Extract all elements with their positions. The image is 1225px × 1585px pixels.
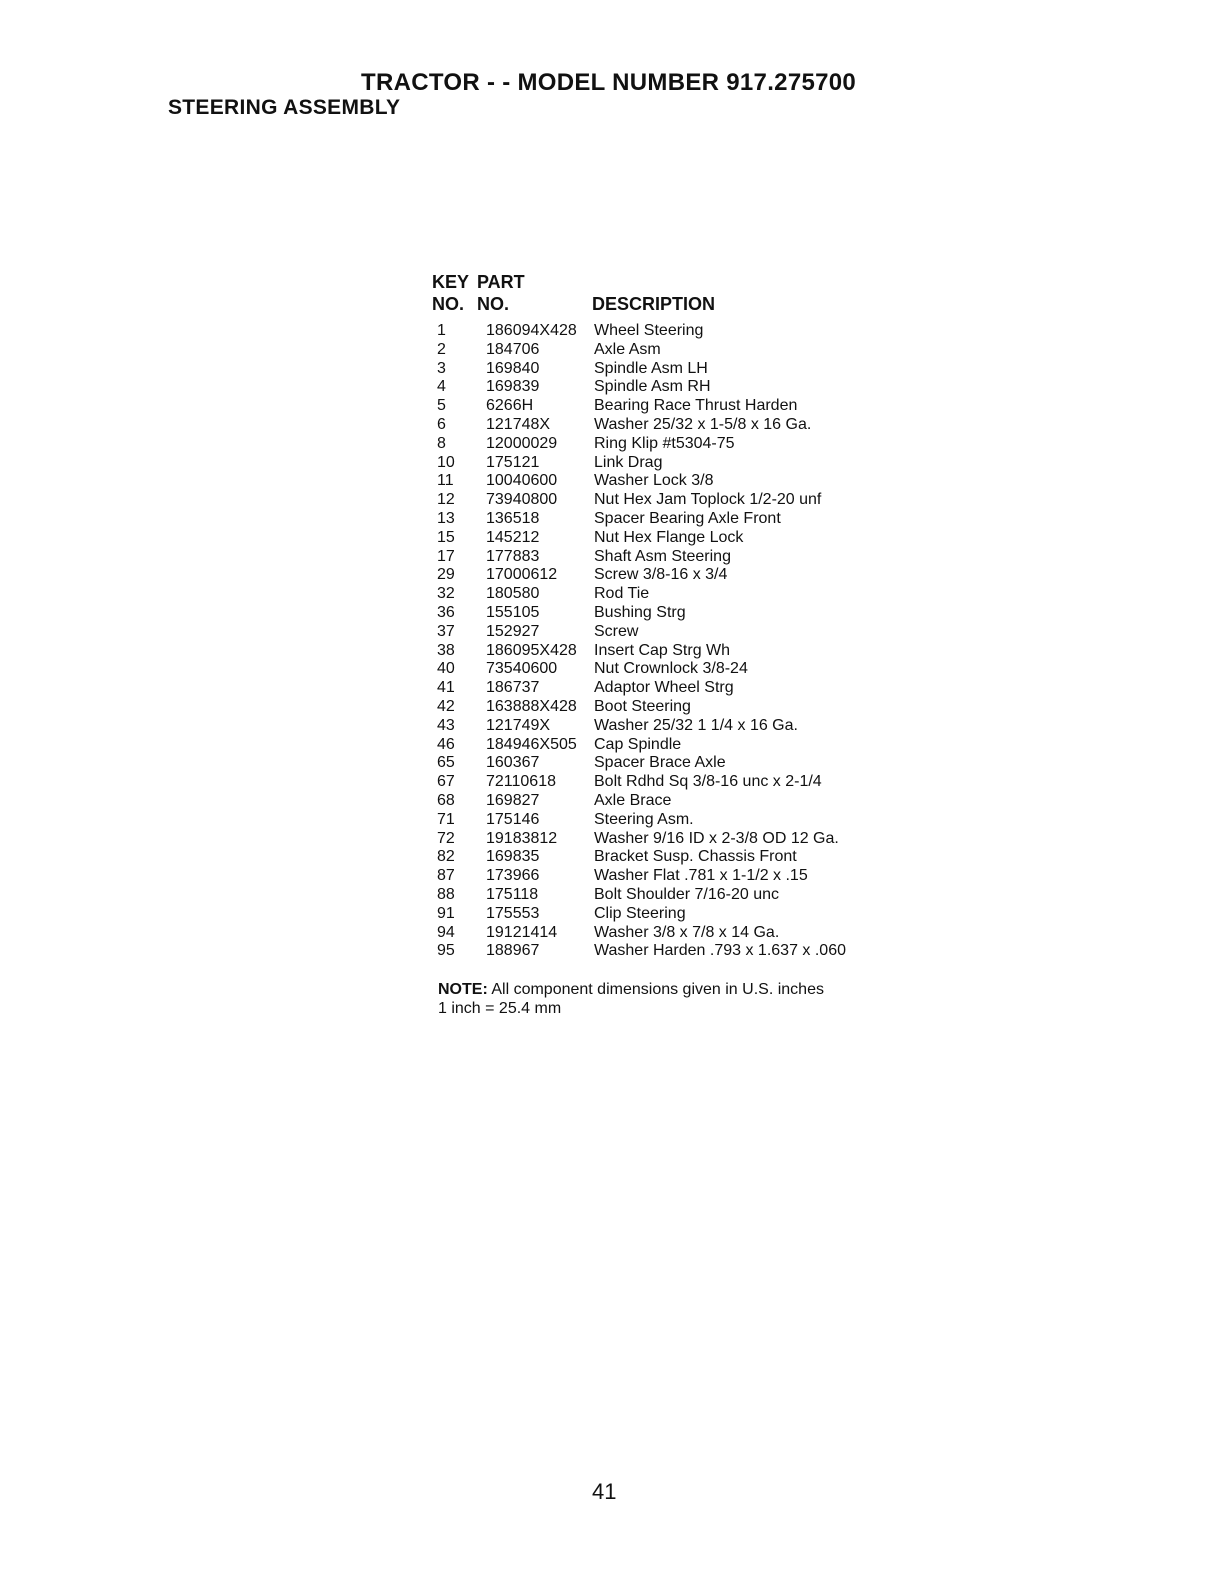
part-description: Spindle Asm RH xyxy=(594,378,711,396)
section-title: STEERING ASSEMBLY xyxy=(168,96,401,119)
key-number: 17 xyxy=(437,547,455,565)
part-description: Screw 3/8-16 x 3/4 xyxy=(594,566,728,584)
part-number: 73940800 xyxy=(486,491,558,509)
key-number: 43 xyxy=(437,716,455,734)
part-description: Washer 25/32 x 1-5/8 x 16 Ga. xyxy=(594,415,812,433)
part-number: 73540600 xyxy=(486,660,558,678)
part-description: Bushing Strg xyxy=(594,603,686,621)
part-number: 184946X505 xyxy=(486,735,577,753)
part-description: Washer 3/8 x 7/8 x 14 Ga. xyxy=(594,923,780,941)
key-number: 95 xyxy=(437,942,455,960)
part-description: Washer Flat .781 x 1-1/2 x .15 xyxy=(594,867,808,885)
key-number: 32 xyxy=(437,585,455,603)
key-number: 36 xyxy=(437,603,455,621)
key-number: 38 xyxy=(437,641,455,659)
part-description: Axle Brace xyxy=(594,791,672,809)
key-number: 37 xyxy=(437,622,455,640)
part-description: Washer Harden .793 x 1.637 x .060 xyxy=(594,942,846,960)
part-description: Bracket Susp. Chassis Front xyxy=(594,848,797,866)
part-description: Screw xyxy=(594,622,639,640)
part-number: 186094X428 xyxy=(486,322,577,339)
key-number: 71 xyxy=(437,810,455,828)
part-number: 121749X xyxy=(486,716,551,734)
part-number: 17000612 xyxy=(486,566,558,584)
key-number: 67 xyxy=(437,773,455,791)
part-description: Steering Asm. xyxy=(594,810,694,828)
part-number: 175118 xyxy=(486,885,539,903)
key-number: 87 xyxy=(437,867,455,885)
key-number: 2 xyxy=(437,340,446,358)
key-number: 72 xyxy=(437,829,455,847)
part-number: 169827 xyxy=(486,791,540,809)
part-description: Washer 25/32 1 1/4 x 16 Ga. xyxy=(594,716,798,734)
part-number: 136518 xyxy=(486,509,540,527)
part-description: Boot Steering xyxy=(594,697,691,715)
part-number: 12000029 xyxy=(486,434,558,452)
part-description: Spacer Brace Axle xyxy=(594,754,726,772)
note-text: All component dimensions given in U.S. inches xyxy=(487,981,824,998)
part-description: Spindle Asm LH xyxy=(594,359,708,377)
key-number: 91 xyxy=(437,904,455,922)
page-number: 41 xyxy=(592,1479,617,1504)
part-description: Cap Spindle xyxy=(594,735,682,753)
key-number: 11 xyxy=(437,472,454,490)
part-number: 160367 xyxy=(486,754,540,772)
key-number: 65 xyxy=(437,754,455,772)
key-number: 68 xyxy=(437,791,455,809)
key-number: 3 xyxy=(437,359,446,377)
part-description: Bearing Race Thrust Harden xyxy=(594,397,798,415)
part-number: 175146 xyxy=(486,810,540,828)
part-number: 169839 xyxy=(486,378,540,396)
part-number: 163888X428 xyxy=(486,697,577,715)
key-number: 15 xyxy=(437,528,455,546)
key-number: 4 xyxy=(437,378,446,396)
part-description: Rod Tie xyxy=(594,585,650,603)
part-number: 169835 xyxy=(486,848,540,866)
part-number: 186095X428 xyxy=(486,641,577,659)
key-header-line2: NO. xyxy=(432,294,465,314)
part-description: Clip Steering xyxy=(594,904,686,922)
part-description: Adaptor Wheel Strg xyxy=(594,679,734,697)
part-number: 72110618 xyxy=(486,773,556,791)
part-number: 188967 xyxy=(486,942,540,960)
part-description: Bolt Shoulder 7/16-20 unc xyxy=(594,885,780,903)
part-description: Nut Hex Flange Lock xyxy=(594,528,744,546)
part-number: 152927 xyxy=(486,622,540,640)
part-description: Washer 9/16 ID x 2-3/8 OD 12 Ga. xyxy=(594,829,839,847)
part-description: Washer Lock 3/8 xyxy=(594,472,714,490)
part-description: Nut Hex Jam Toplock 1/2-20 unf xyxy=(594,491,822,509)
part-description: Link Drag xyxy=(594,453,663,471)
key-number: 42 xyxy=(437,697,455,715)
note-label: NOTE: xyxy=(438,981,488,998)
key-number: 12 xyxy=(437,491,455,509)
part-number: 173966 xyxy=(486,867,540,885)
part-description: Wheel Steering xyxy=(594,322,704,339)
part-number: 121748X xyxy=(486,415,551,433)
part-description: Nut Crownlock 3/8-24 xyxy=(594,660,748,678)
part-number: 186737 xyxy=(486,679,540,697)
key-number: 1 xyxy=(437,322,446,339)
key-number: 8 xyxy=(437,434,446,452)
part-number: 10040600 xyxy=(486,472,558,490)
description-header: DESCRIPTION xyxy=(592,294,716,314)
part-number: 180580 xyxy=(486,585,540,603)
part-description: Axle Asm xyxy=(594,340,661,358)
key-number: 10 xyxy=(437,453,455,471)
key-number: 29 xyxy=(437,566,455,584)
key-number: 94 xyxy=(437,923,455,941)
part-number: 155105 xyxy=(486,603,540,621)
key-number: 41 xyxy=(437,679,455,697)
part-number: 6266H xyxy=(486,397,534,415)
part-number: 177883 xyxy=(486,547,540,565)
key-number: 5 xyxy=(437,397,446,415)
part-description: Bolt Rdhd Sq 3/8-16 unc x 2-1/4 xyxy=(594,773,822,791)
key-number: 46 xyxy=(437,735,455,753)
part-header-line2: NO. xyxy=(477,294,510,314)
part-description: Ring Klip #t5304-75 xyxy=(594,434,735,452)
key-header-line1: KEY xyxy=(432,272,470,292)
part-number: 19121414 xyxy=(486,923,558,941)
part-number: 175553 xyxy=(486,904,540,922)
key-number: 88 xyxy=(437,885,455,903)
part-number: 175121 xyxy=(486,453,540,471)
key-number: 82 xyxy=(437,848,455,866)
part-header-line1: PART xyxy=(477,272,525,292)
part-description: Insert Cap Strg Wh xyxy=(594,641,731,659)
part-number: 169840 xyxy=(486,359,540,377)
key-number: 13 xyxy=(437,509,455,527)
part-number: 145212 xyxy=(486,528,540,546)
note-conversion: 1 inch = 25.4 mm xyxy=(438,1000,562,1017)
part-number: 184706 xyxy=(486,340,540,358)
key-number: 40 xyxy=(437,660,455,678)
part-description: Spacer Bearing Axle Front xyxy=(594,509,781,527)
dimension-note xyxy=(438,980,824,1018)
part-description: Shaft Asm Steering xyxy=(594,547,731,565)
part-number: 19183812 xyxy=(486,829,558,847)
page-title: TRACTOR - - MODEL NUMBER 917.275700 xyxy=(361,69,857,96)
key-number: 6 xyxy=(437,415,446,433)
